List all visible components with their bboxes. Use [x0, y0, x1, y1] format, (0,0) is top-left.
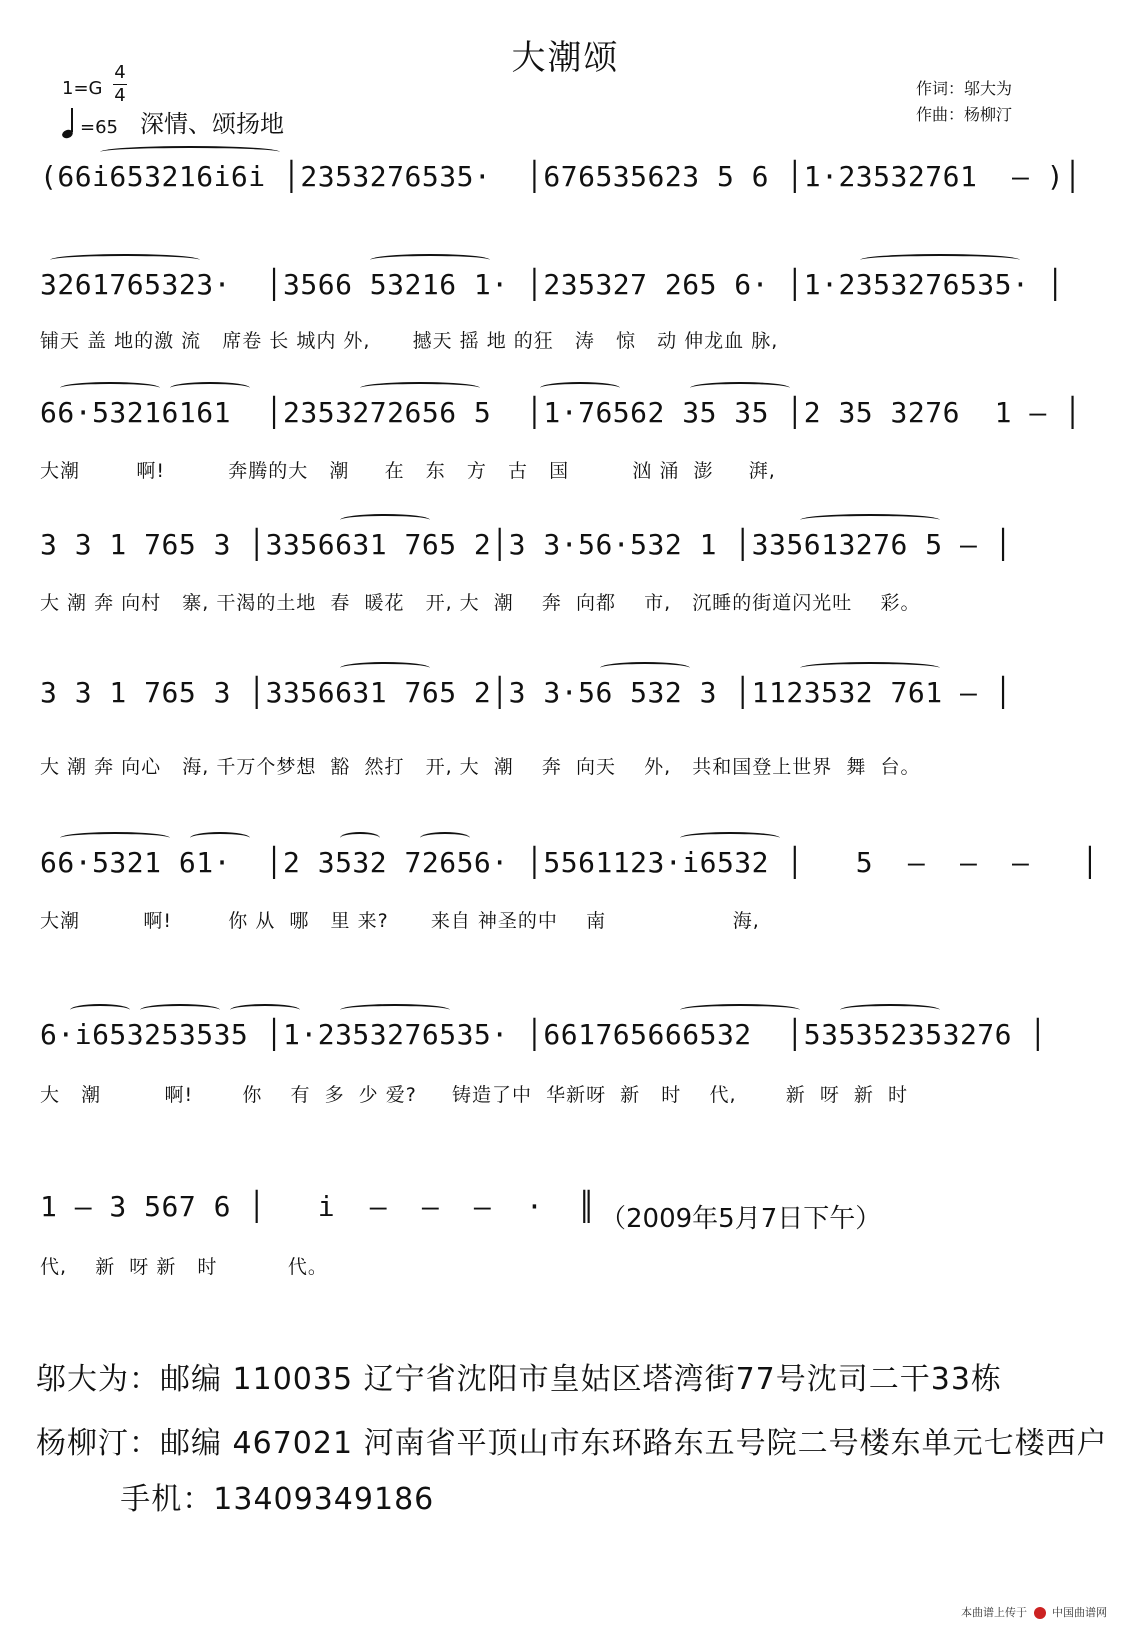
expression-marking: 深情、颂扬地 — [140, 110, 284, 138]
lyrics-line: 大 潮 啊! 你 有 多 少 爱? 铸造了中 华新呀 新 时 代, 新 呀 新 时 — [40, 1084, 908, 1106]
tempo-value: =65 — [80, 117, 118, 138]
notes-line: 3261765323· │3566 53216 1· │235327 265 6· │1·2353276535· │ — [40, 268, 1065, 301]
contact-composer: 杨柳汀：邮编 467021 河南省平顶山市东环路东五号院二号楼东单元七楼西户 — [36, 1426, 1108, 1461]
contact-phone: 手机：13409349186 — [36, 1482, 435, 1517]
notes-line: 1 – 3 567 6 │ i – – – · ║ — [40, 1190, 596, 1223]
quarter-note-icon — [62, 108, 76, 138]
key-signature: 1=G — [62, 78, 103, 99]
lyrics-line: 大 潮 奔 向心 海, 千万个梦想 豁 然打 开, 大 潮 奔 向天 外, 共和国登上世界 舞 台。 — [40, 756, 921, 778]
score-system-4 — [40, 528, 1060, 588]
score-system-3 — [40, 396, 1082, 456]
meter-bottom: 4 — [114, 85, 126, 106]
notes-line: (66i653216i6i │2353276535· │676535623 5 6 │1·23532761 – )│ — [40, 160, 1082, 193]
lyrics-line: 大潮 啊! 奔腾的大 潮 在 东 方 古 国 汹 涌 澎 湃, — [40, 460, 776, 482]
score-system-5 — [40, 676, 1060, 736]
time-signature — [112, 62, 128, 107]
lyricist-credit: 作词：邬大为 — [916, 79, 1013, 98]
score-title: 大潮颂 — [511, 38, 620, 78]
score-system-8 — [40, 1190, 1060, 1250]
site-name: 中国曲谱网 — [1052, 1606, 1107, 1619]
score-system-1 — [40, 160, 1082, 220]
lyrics-line: 大潮 啊! 你 从 哪 里 来? 来自 神圣的中 南 海, — [40, 910, 760, 932]
site-footer — [961, 1604, 1107, 1620]
notes-line: 3 3 1 765 3 │3356631 765 2│3 3·56·532 1 │335613276 5 – │ — [40, 528, 1013, 561]
tempo-marking — [62, 108, 118, 138]
lyrics-line: 代, 新 呀 新 时 代。 — [40, 1256, 328, 1278]
score-system-6 — [40, 846, 1099, 906]
lyrics-line: 铺天 盖 地的激 流 席卷 长 城内 外, 撼天 摇 地 的狂 涛 惊 动 伸龙血 脉, — [40, 330, 779, 352]
score-system-2 — [40, 268, 1065, 328]
site-logo-icon — [1034, 1607, 1046, 1619]
lyrics-line: 大 潮 奔 向村 寨, 干渴的土地 春 暖花 开, 大 潮 奔 向都 市, 沉睡的街道闪光吐 彩。 — [40, 592, 921, 614]
upload-note: 本曲谱上传于 — [961, 1606, 1027, 1619]
composition-date: （2009年5月7日下午） — [600, 1204, 882, 1234]
notes-line: 66·53216161 │2353272656 5 │1·76562 35 35 │2 35 3276 1 – │ — [40, 396, 1082, 429]
notes-line: 66·5321 61· │2 3532 72656· │5561123·i6532 │ 5 – – – │ — [40, 846, 1099, 879]
notes-line: 3 3 1 765 3 │3356631 765 2│3 3·56 532 3 │1123532 761 – │ — [40, 676, 1013, 709]
notes-line: 6·i653253535 │1·2353276535· │661765666532 │535352353276 │ — [40, 1018, 1047, 1051]
contact-lyricist: 邬大为：邮编 110035 辽宁省沈阳市皇姑区塔湾街77号沈司二干33栋 — [36, 1362, 1002, 1397]
credits — [916, 76, 1012, 128]
meter-top: 4 — [114, 62, 126, 83]
composer-credit: 作曲：杨柳汀 — [916, 105, 1013, 124]
score-system-7 — [40, 1018, 1060, 1078]
